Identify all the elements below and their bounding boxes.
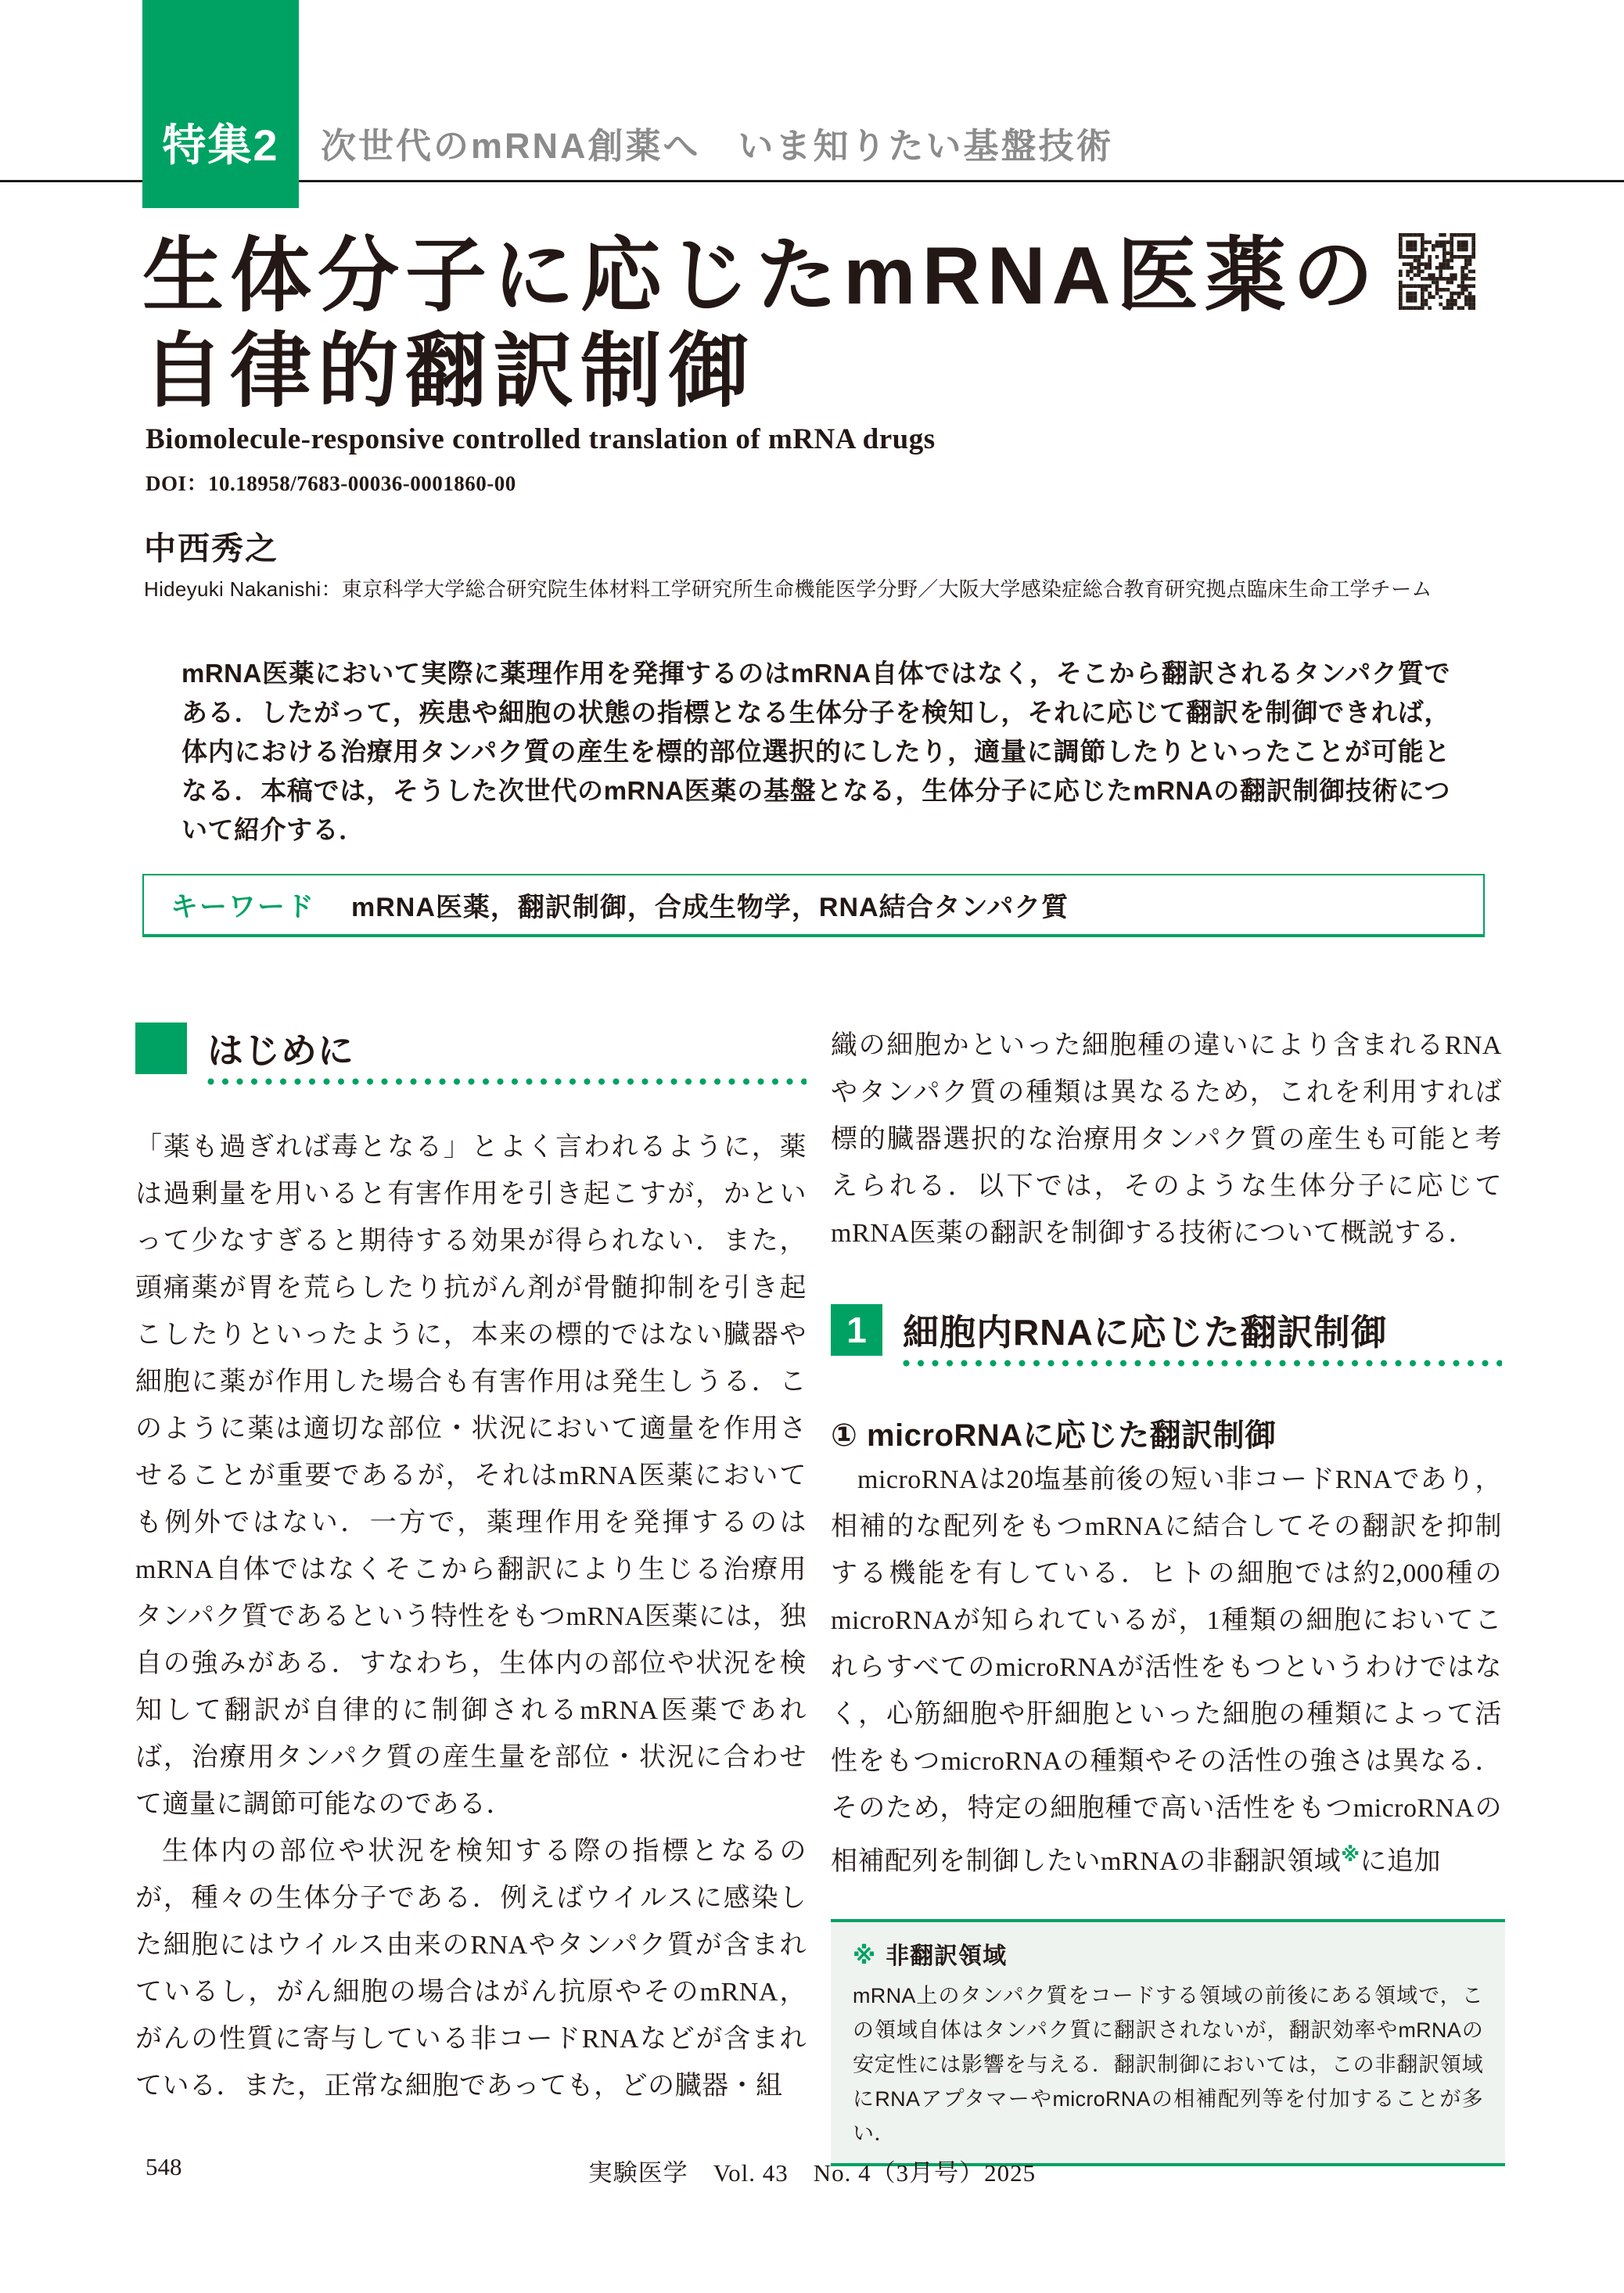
right-column	[831, 1023, 1502, 2166]
abstract: mRNA医薬において実際に薬理作用を発揮するのはmRNA自体ではなく，そこから翻訳されるタンパク質である．したがって，疾患や細胞の状態の指標となる生体分子を検知し，それに応じて翻訳を制御できれば，体内における治療用タンパク質の産生を標的部位選択的にしたり，適量に調節したりといったことが可能となる．本稿では，そうした次世代のmRNA医薬の基盤となる，生体分子に応じたmRNAの翻訳制御技術について紹介する．	[181, 659, 1450, 844]
body-text-before-ref: microRNAは20塩基前後の短い非コードRNAであり，相補的な配列をもつmRNAに結合してその翻訳を抑制する機能を有している．ヒトの細胞では約2,000種のmicroRNAが知られているが，1種類の細胞においてこれらすべてのmicroRNAが活性をもつというわけではなく，心筋細胞や肝細胞といった細胞の種類によって活性をもつmicroRNAの種類やその活性の強さは異なる．そのため，特定の細胞種で高い活性をもつmicroRNAの相補配列を制御したいmRNAの非翻訳領域	[831, 1465, 1502, 1877]
subsection1-heading: ① microRNAに応じた翻訳制御	[831, 1418, 1277, 1453]
body-text-after-ref: に追加	[1360, 1847, 1442, 1877]
article-title-line2: 自律的翻訳制御	[142, 326, 756, 417]
note-ref-mark: ※	[1341, 1845, 1360, 1866]
article-title	[142, 228, 1380, 419]
section1-heading: 細胞内RNAに応じた翻訳制御	[903, 1312, 1388, 1353]
note-box-title-text: 非翻訳領域	[886, 1943, 1008, 1970]
intro-section-head	[135, 1023, 807, 1074]
section1-number-square	[831, 1304, 882, 1356]
note-box-title	[853, 1936, 1483, 1971]
keywords-label: キーワード	[171, 891, 316, 922]
feature-tab-label: 特集2	[162, 120, 279, 170]
keywords-box	[142, 874, 1485, 937]
body-paragraph	[831, 1457, 1502, 1885]
note-box-body: mRNA上のタンパク質をコードする領域の前後にある領域で，この領域自体はタンパク質に翻訳されないが，翻訳効率やmRNAの安定性には影響を与える．翻訳制御においては，この非翻訳領域にRNAアプタマーやmicroRNAの相補配列等を付加することが多い．	[853, 1984, 1483, 2146]
note-box-marker: ※	[853, 1943, 877, 1970]
body-paragraph: 生体内の部位や状況を検知する際の指標となるのが，種々の生体分子である．例えばウイルスに感染した細胞にはウイルス由来のRNAやタンパク質が含まれているし，がん細胞の場合はがん抗原やそのmRNA，がんの性質に寄与している非コードRNAなどが含まれている．また，正常な細胞であっても，どの臓器・組	[135, 1837, 807, 2101]
intro-heading: はじめに	[207, 1030, 354, 1071]
dotted-divider	[903, 1360, 1502, 1367]
author-affiliation: Hideyuki Nakanishi：東京科学大学総合研究院生体材料工学研究所生命機能医学分野／大阪大学感染症総合教育研究拠点臨床生命工学チーム	[144, 577, 1432, 601]
section1-head	[831, 1304, 1502, 1356]
body-paragraph: 「薬も過ぎれば毒となる」とよく言われるように，薬は過剰量を用いると有害作用を引き起こすが，かといって少なすぎると期待する効果が得られない．また，頭痛薬が胃を荒らしたり抗がん剤が骨髄抑制を引き起こしたりといったように，本来の標的ではない臓器や細胞に薬が作用した場合も有害作用は発生しうる．このように薬は適切な部位・状況において適量を作用させることが重要であるが，それはmRNA医薬においても例外ではない．一方で，薬理作用を発揮するのはmRNA自体ではなくそこから翻訳により生じる治療用タンパク質であるという特性をもつmRNA医薬には，独自の強みがある．すなわち，生体内の部位や状況を検知して翻訳が自律的に制御されるmRNA医薬であれば，治療用タンパク質の産生量を部位・状況に合わせて適量に調節可能なのである．	[135, 1133, 807, 1819]
section-marker-square	[135, 1023, 187, 1074]
keywords-text: mRNA医薬，翻訳制御，合成生物学，RNA結合タンパク質	[351, 893, 1069, 922]
section1-number: 1	[846, 1310, 867, 1350]
doi: DOI：10.18958/7683-00036-0001860-00	[146, 472, 516, 495]
series-title: 次世代のmRNA創薬へ いま知りたい基盤技術	[321, 126, 1114, 166]
dotted-divider	[207, 1078, 807, 1085]
qr-code-icon	[1399, 233, 1475, 310]
author-name: 中西秀之	[144, 530, 278, 566]
journal-footer: 実験医学 Vol. 43 No. 4（3月号）2025	[587, 2159, 1037, 2187]
page-number: 548	[146, 2153, 182, 2180]
article-title-line1: 生体分子に応じたmRNA医薬の	[142, 231, 1380, 322]
note-box	[831, 1919, 1505, 2166]
body-paragraph: 織の細胞かといった細胞種の違いにより含まれるRNAやタンパク質の種類は異なるため，これを利用すれば標的臓器選択的な治療用タンパク質の産生も可能と考えられる．以下では，そのような生体分子に応じてmRNA医薬の翻訳を制御する技術について概説する．	[831, 1031, 1502, 1248]
left-column	[135, 1023, 807, 2110]
english-subtitle: Biomolecule-responsive controlled translation of mRNA drugs	[146, 423, 936, 455]
feature-tab	[142, 0, 299, 208]
